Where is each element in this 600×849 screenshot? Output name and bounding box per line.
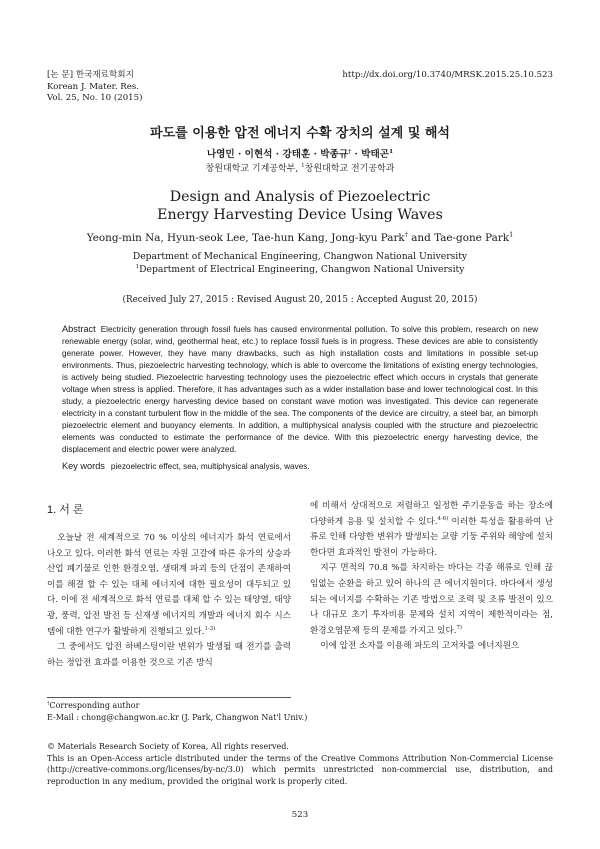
english-title (0, 188, 600, 224)
page-number: 523 (291, 810, 309, 820)
citation-ref: 1-3) (204, 625, 216, 632)
korean-authors (0, 146, 600, 160)
journal-name-kr: [논 문] 한국재료학회지 (47, 70, 134, 80)
journal-name-en: Korean J. Mater. Res. (47, 81, 139, 92)
affiliation-mark: 1 (135, 263, 140, 270)
citation-ref: 7) (456, 624, 462, 631)
paragraph-text: 에 비해서 상대적으로 저렴하고 일정한 주기운동을 하는 장소에 다양하게 응용 및 설치할 수 있다. (310, 501, 553, 527)
body-paragraph (310, 499, 553, 561)
body-column-left (47, 531, 291, 671)
received-dates: (Received July 27, 2015 : Revised August 20, 2015 : Accepted August 20, 2015) (122, 295, 478, 305)
license-text: This is an Open-Access article distributed under the terms of the Creative Commons Attribution Non-Commercial License (http://creative-commons.org/licenses/by-nc/3.0) which permits unrestricted non-commercial use, distribution, and reproduction in any medium, provided the original work is properly cited. (47, 753, 553, 786)
korean-affiliations (0, 161, 600, 174)
english-affiliation-1: Department of Mechanical Engineering, Changwon National University (132, 251, 468, 262)
abstract (62, 323, 538, 456)
english-title-line-2: Energy Harvesting Device Using Waves (157, 207, 443, 223)
keywords (62, 461, 538, 471)
affiliation-mark: 1 (509, 230, 514, 239)
author-email: E-Mail : chong@changwon.ac.kr (J. Park, Changwon Nat'l Univ.) (47, 712, 308, 722)
abstract-label: Abstract (62, 324, 96, 334)
license-notice (47, 741, 553, 787)
body-column-right (310, 499, 553, 655)
corresponding-mark: † (404, 230, 408, 239)
korean-author-last: 박태곤 (361, 149, 390, 160)
copyright-line: © Materials Research Society of Korea, All rights reserved. (47, 742, 289, 751)
journal-volume: Vol. 25, No. 10 (2015) (47, 93, 143, 103)
abstract-text: Electricity generation through fossil fuels has caused environmental pollution. To solve this problem, research on new renewable energy (solar, wind, geothermal heat, etc.) to replace fossil fuels is in progress. These devices are able to consistently generate power. However, they have many drawbacks, such as high installation costs and limitations in possible set-up environments. Thus, piezoelectric harvesting technology, which is able to overcome the limitations of existing energy technologies, is actively being studied. Piezoelectric harvesting technology uses the piezoelectric effect which occurs in crystals that generate voltage when stress is applied. Therefore, it has advantages such as a wider installation base and lower technological cost. In this study, a piezoelectric energy harvesting device based on constant wave motion was investigated. This device can regenerate electricity in a constant turbulent flow in the middle of the sea. The components of the device are circuitry, a steel bar, an bimorph piezoelectric element and buoyancy elements. In addition, a multiphysical analysis coupled with the structure and piezoelectric elements was conducted to estimate the performance of the device. With this piezoelectric energy harvesting device, the displacement and electric power were analyzed. (62, 325, 538, 454)
footnote (47, 700, 553, 723)
english-affiliation-2-line (0, 264, 600, 277)
english-author-last: and Tae-gone Park (407, 232, 510, 244)
affiliation-mark: 1 (301, 163, 305, 169)
footnote-divider (47, 697, 291, 698)
korean-affiliation-1: 창원대학교 기계공학부, (205, 164, 302, 174)
body-paragraph (310, 561, 553, 639)
korean-affiliation-2: 창원대학교 전기공학과 (304, 164, 395, 174)
english-title-line-1: Design and Analysis of Piezoelectric (169, 189, 431, 205)
paragraph-text: 지구 면적의 70.8 %를 차지하는 바다는 각종 해류로 인해 끊임없는 순환을 하고 있어 하나의 큰 에너지원이다. 바다에서 생성되는 에너지를 수확하는 기존 방법으로 조력 및 조류 발전이 있으나 대규모 초기 투자비용 문제와 설치 지역이 제한적이라는 점, 환경오염문제 등의 문제를 가지고 있다. (310, 563, 553, 636)
journal-header (47, 70, 142, 105)
doi-link[interactable]: http://dx.doi.org/10.3740/MRSK.2015.25.10.523 (342, 70, 553, 80)
corresponding-mark: † (47, 700, 50, 707)
body-paragraph: 이에 압전 소자를 이용해 파도의 고저차를 에너지원으 (320, 641, 520, 652)
keywords-label: Key words (62, 461, 105, 471)
corresponding-mark: † (348, 147, 352, 155)
korean-author-names: 나영민 · 이현석 · 강태훈 · 박종규 (206, 149, 349, 160)
english-affiliations (0, 251, 600, 276)
citation-ref: 4-6) (437, 515, 449, 522)
corresponding-author-line (47, 700, 553, 712)
corresponding-author-label: Corresponding author (49, 701, 140, 710)
english-author-names: Yeong-min Na, Hyun-seok Lee, Tae-hun Kang, Jong-kyu Park (86, 232, 405, 244)
affiliation-mark: 1 (389, 147, 394, 155)
korean-title: 파도를 이용한 압전 에너지 수확 장치의 설계 및 해석 (150, 126, 450, 141)
paragraph-text: 오늘날 전 세계적으로 70 % 이상의 에너지가 화석 연료에서 나오고 있다. 이러한 화석 연료는 자원 고갈에 따른 유가의 상승과 산업 폐기물로 인한 환경오염, 생태계 파괴 등의 단점이 존재하여 이를 해결 할 수 있는 대체 에너지에 대한 필요성이 대두되고 있다. 이에 전 세계적으로 화석 연료를 대체 할 수 있는 태양열, 태양광, 풍력, 압전 발전 등 신재생 에너지의 개발과 에너지 회수 시스템에 대한 연구가 활발하게 진행되고 있다. (47, 533, 291, 637)
english-affiliation-2: Department of Electrical Engineering, Changwon National University (139, 263, 465, 275)
body-paragraph: 그 중에서도 압전 하베스팅이란 변위가 발생될 때 전기를 출력하는 정압전 효과를 이용한 것으로 기존 방식 (47, 642, 291, 668)
section-heading-introduction: 1. 서 론 (47, 504, 84, 516)
paragraph-text: 이러한 특성을 활용하여 난류로 인해 다양한 변위가 발생되는 교량 기둥 주위와 해양에 설치한다면 효과적인 발전이 가능하다. (310, 516, 553, 558)
keywords-text: piezoelectric effect, sea, multiphysical analysis, waves. (110, 462, 310, 471)
korean-author-separator: · (351, 149, 362, 160)
english-authors (0, 232, 600, 244)
body-paragraph (47, 531, 291, 640)
